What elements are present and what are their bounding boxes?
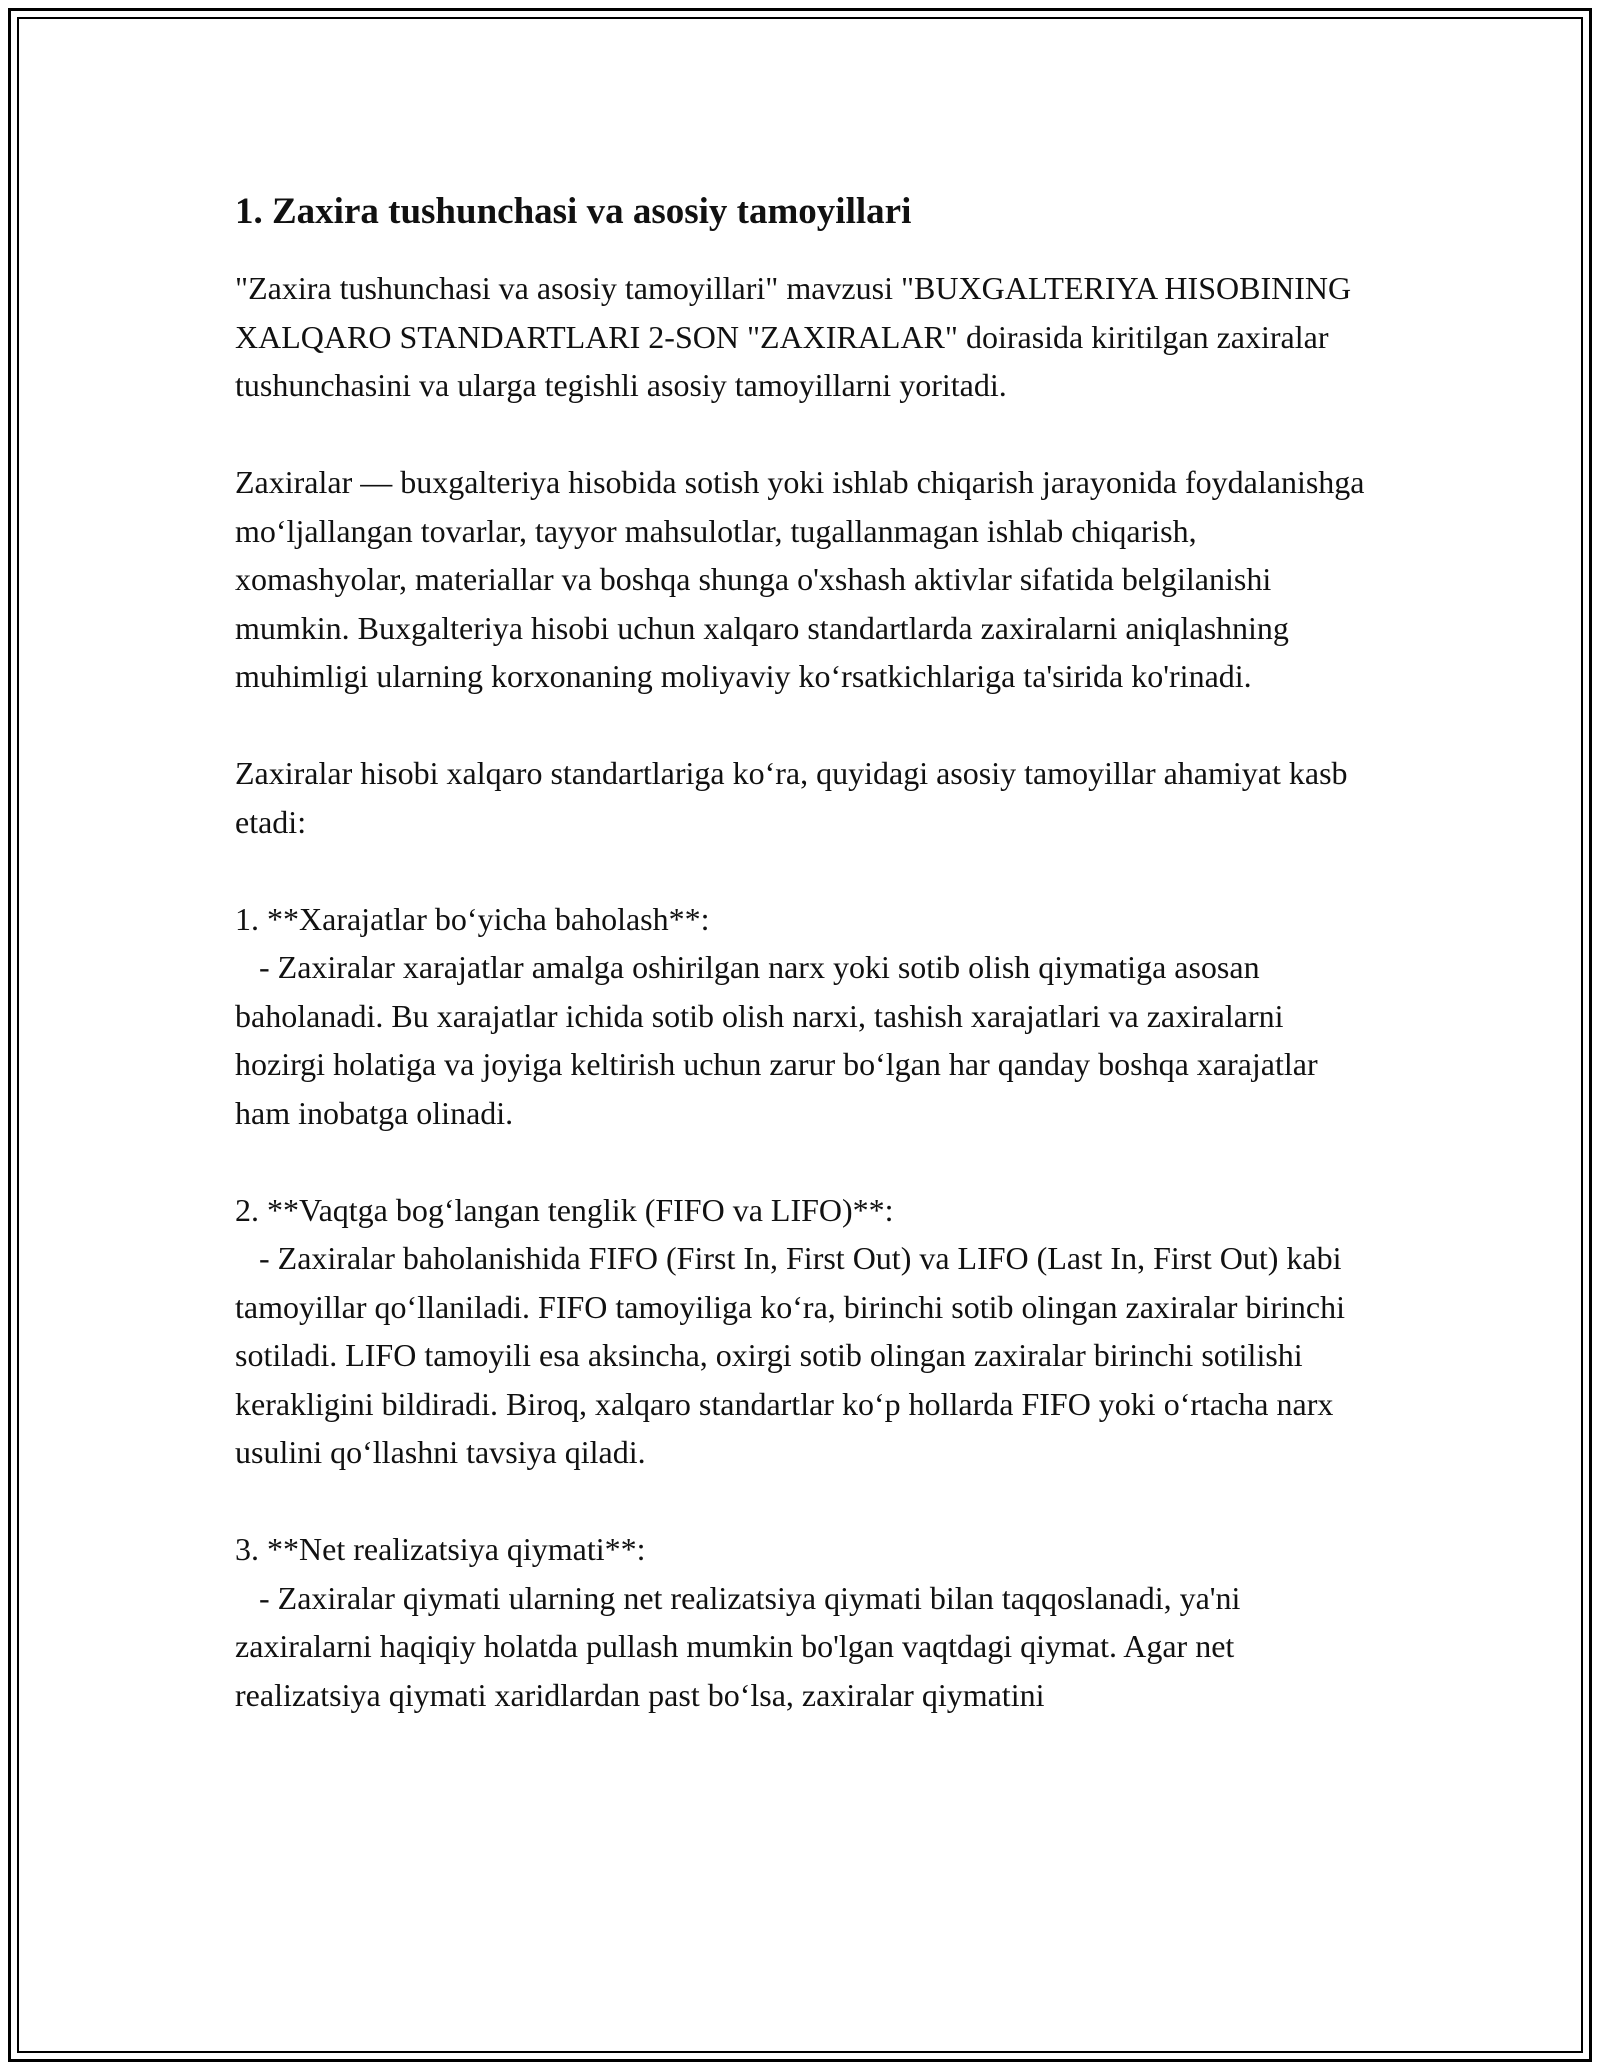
- principles-intro-paragraph: Zaxiralar hisobi xalqaro standartlariga ko‘ra, quyidagi asosiy tamoyillar ahamiyat kasb etadi:: [235, 755, 1348, 840]
- list-item-body: - Zaxiralar xarajatlar amalga oshirilgan narx yoki sotib olish qiymatiga asosan baholanadi. Bu xarajatlar ichida sotib olish narxi, tashish xarajatlari va zaxiralarni hozirgi holatiga va joyiga keltirish uchun zarur bo‘lgan har qanday boshqa xarajatlar ham inobatga olinadi.: [235, 949, 1318, 1131]
- list-item-title: 3. **Net realizatsiya qiymati**:: [235, 1531, 646, 1567]
- list-item-net-realizable-value: [235, 1525, 1365, 1719]
- list-item-title: 1. **Xarajatlar bo‘yicha baholash**:: [235, 900, 710, 937]
- list-item-fifo-lifo: [235, 1186, 1365, 1477]
- list-item-body: - Zaxiralar qiymati ularning net realizatsiya qiymati bilan taqqoslanadi, ya'ni zaxiralarni haqiqiy holatda pullash mumkin bo'lgan vaqtdagi qiymat. Agar net realizatsiya qiymati xaridlardan past bo‘lsa, zaxiralar qiymatini: [235, 1579, 1241, 1713]
- list-item-cost-valuation: [235, 895, 1365, 1138]
- document-body: [235, 188, 1365, 1768]
- list-item-body: - Zaxiralar baholanishida FIFO (First In, First Out) va LIFO (Last In, First Out) kabi tamoyillar qo‘llaniladi. FIFO tamoyiliga ko‘ra, birinchi sotib olingan zaxiralar birinchi sotiladi. LIFO tamoyili esa aksincha, oxirgi sotib olingan zaxiralar birinchi sotilishi kerakligini bildiradi. Biroq, xalqaro standartlar ko‘p hollarda FIFO yoki o‘rtacha narx usulini qo‘llashni tavsiya qiladi.: [235, 1240, 1345, 1470]
- intro-paragraph: "Zaxira tushunchasi va asosiy tamoyillari" mavzusi "BUXGALTERIYA HISOBINING XALQARO STANDARTLARI 2-SON "ZAXIRALAR" doirasida kiritilgan zaxiralar tushunchasini va ularga tegishli asosiy tamoyillarni yoritadi.: [235, 270, 1352, 403]
- definition-paragraph: Zaxiralar — buxgalteriya hisobida sotish yoki ishlab chiqarish jarayonida foydalanishga mo‘ljallangan tovarlar, tayyor mahsulotlar, tugallanmagan ishlab chiqarish, xomashyolar, materiallar va boshqa shunga o'xshash aktivlar sifatida belgilanishi mumkin. Buxgalteriya hisobi uchun xalqaro standartlarda zaxiralarni aniqlashning muhimligi ularning korxonaning moliyaviy ko‘rsatkichlariga ta'sirida ko'rinadi.: [235, 464, 1365, 694]
- section-heading: 1. Zaxira tushunchasi va asosiy tamoyillari: [235, 191, 912, 232]
- list-item-title: 2. **Vaqtga bog‘langan tenglik (FIFO va LIFO)**:: [235, 1191, 894, 1228]
